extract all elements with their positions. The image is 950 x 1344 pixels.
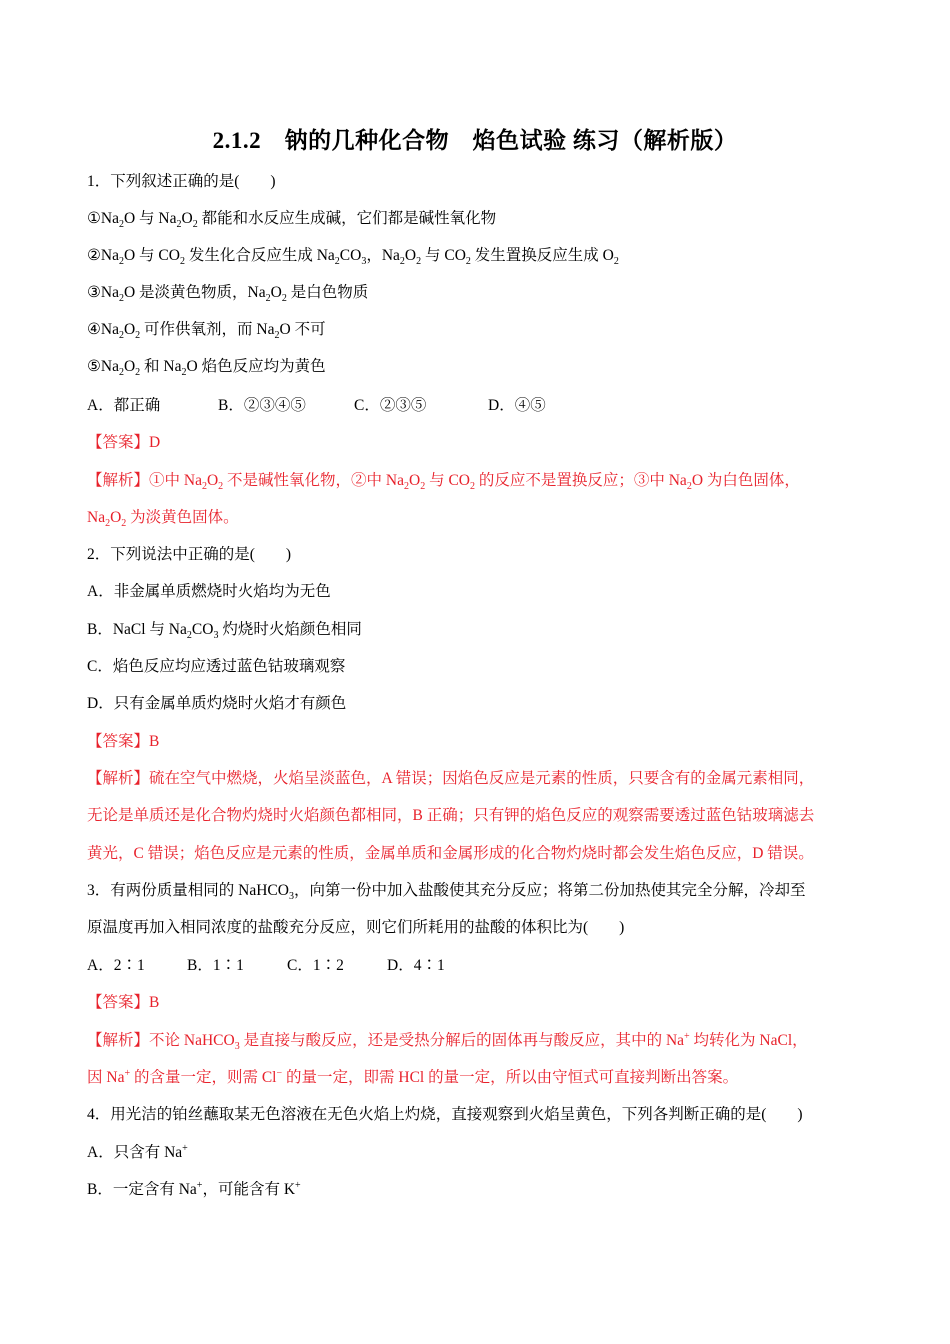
- q2-option-c: C．焰色反应均应透过蓝色钴玻璃观察: [87, 658, 346, 675]
- q1-statement-4: $④Na_2O_2$ 可作供氧剂，而 $Na_2O$ 不可: [87, 321, 326, 342]
- q1-statement-3: $③Na_2O$ 是淡黄色物质，$Na_2O_2$ 是白色物质: [87, 284, 369, 305]
- q2-stem: 2．下列说法中正确的是( ): [87, 546, 292, 563]
- q3-option-a: A．2∶1: [87, 957, 145, 974]
- q2-analysis-line-2: 无论是单质还是化合物灼烧时火焰颜色都相同，B 正确；只有钾的焰色反应的观察需要透过蓝色钴玻璃滤去: [87, 807, 815, 824]
- q1-analysis-line-2: $Na_2O_2$ 为淡黄色固体。: [87, 509, 239, 530]
- q1-statement-2: $②Na_2O$ 与 $CO_2$ 发生化合反应生成 $Na_2CO_3$，$Na_2O_2$ 与 $CO_2$ 发生置换反应生成 $O_2$: [87, 247, 619, 268]
- q1-options: [87, 396, 877, 416]
- q1-analysis-line-1: 【解析】①中 $Na_2O_2$ 不是碱性氧化物，②中 $Na_2O_2$ 与 $CO_2$ 的反应不是置换反应；③中 $Na_2O$ 为白色固体，: [87, 472, 800, 493]
- q2-option-b: B．NaCl 与 $Na_2CO_3$ 灼烧时火焰颜色相同: [87, 621, 362, 642]
- q1-answer: 【答案】D: [87, 434, 161, 451]
- q3-option-b: B．1∶1: [187, 957, 244, 974]
- q2-analysis-line-1: 【解析】硫在空气中燃烧，火焰呈淡蓝色，A 错误；因焰色反应是元素的性质，只要含有的金属元素相同，: [87, 770, 815, 787]
- q2-option-a: A．非金属单质燃烧时火焰均为无色: [87, 583, 331, 600]
- page-title: 2.1.2 钠的几种化合物 焰色试验 练习（解析版）: [212, 128, 738, 153]
- q3-option-d: D．4∶1: [387, 957, 445, 974]
- q2-analysis-line-3: 黄光，C 错误；焰色反应是元素的性质，金属单质和金属形成的化合物灼烧时都会发生焰色反应，D 错误。: [87, 845, 814, 862]
- q4-option-a: A．只含有 Na+: [87, 1142, 188, 1161]
- q4-option-b: B．一定含有 Na+，可能含有 K+: [87, 1179, 301, 1198]
- q3-option-c: C．1∶2: [287, 957, 344, 974]
- q3-options: [87, 956, 877, 976]
- q1-option-c: C．②③⑤: [354, 397, 427, 414]
- q3-analysis-line-1: 【解析】不论 NaHCO$_3$ 是直接与酸反应，还是受热分解后的固体再与酸反应，其中的 Na+ 均转化为 NaCl，: [87, 1030, 808, 1053]
- q2-answer: 【答案】B: [87, 733, 160, 750]
- q3-stem-line-2: 原温度再加入相同浓度的盐酸充分反应，则它们所耗用的盐酸的体积比为( ): [87, 919, 625, 936]
- q1-stem: 1．下列叙述正确的是( ): [87, 173, 276, 190]
- q2-option-d: D．只有金属单质灼烧时火焰才有颜色: [87, 695, 347, 712]
- q1-statement-5: $⑤Na_2O_2$ 和 $Na_2O$ 焰色反应均为黄色: [87, 358, 326, 379]
- q1-option-a: A．都正确: [87, 397, 161, 414]
- q1-option-b: B．②③④⑤: [218, 397, 306, 414]
- q3-analysis-line-2: 因 Na+ 的含量一定，则需 Cl− 的量一定，即需 HCl 的量一定，所以由守恒式可直接判断出答案。: [87, 1067, 739, 1086]
- q4-stem: 4．用光洁的铂丝蘸取某无色溶液在无色火焰上灼烧，直接观察到火焰呈黄色，下列各判断正确的是( ): [87, 1106, 803, 1123]
- q3-stem-line-1: 3．有两份质量相同的 NaHCO$_3$，向第一份中加入盐酸使其充分反应；将第二份加热使其完全分解，冷却至: [87, 882, 806, 903]
- q3-answer: 【答案】B: [87, 994, 160, 1011]
- q1-statement-1: $①Na_2O$ 与 $Na_2O_2$ 都能和水反应生成碱，它们都是碱性氧化物: [87, 210, 497, 231]
- q1-option-d: D．④⑤: [488, 397, 546, 414]
